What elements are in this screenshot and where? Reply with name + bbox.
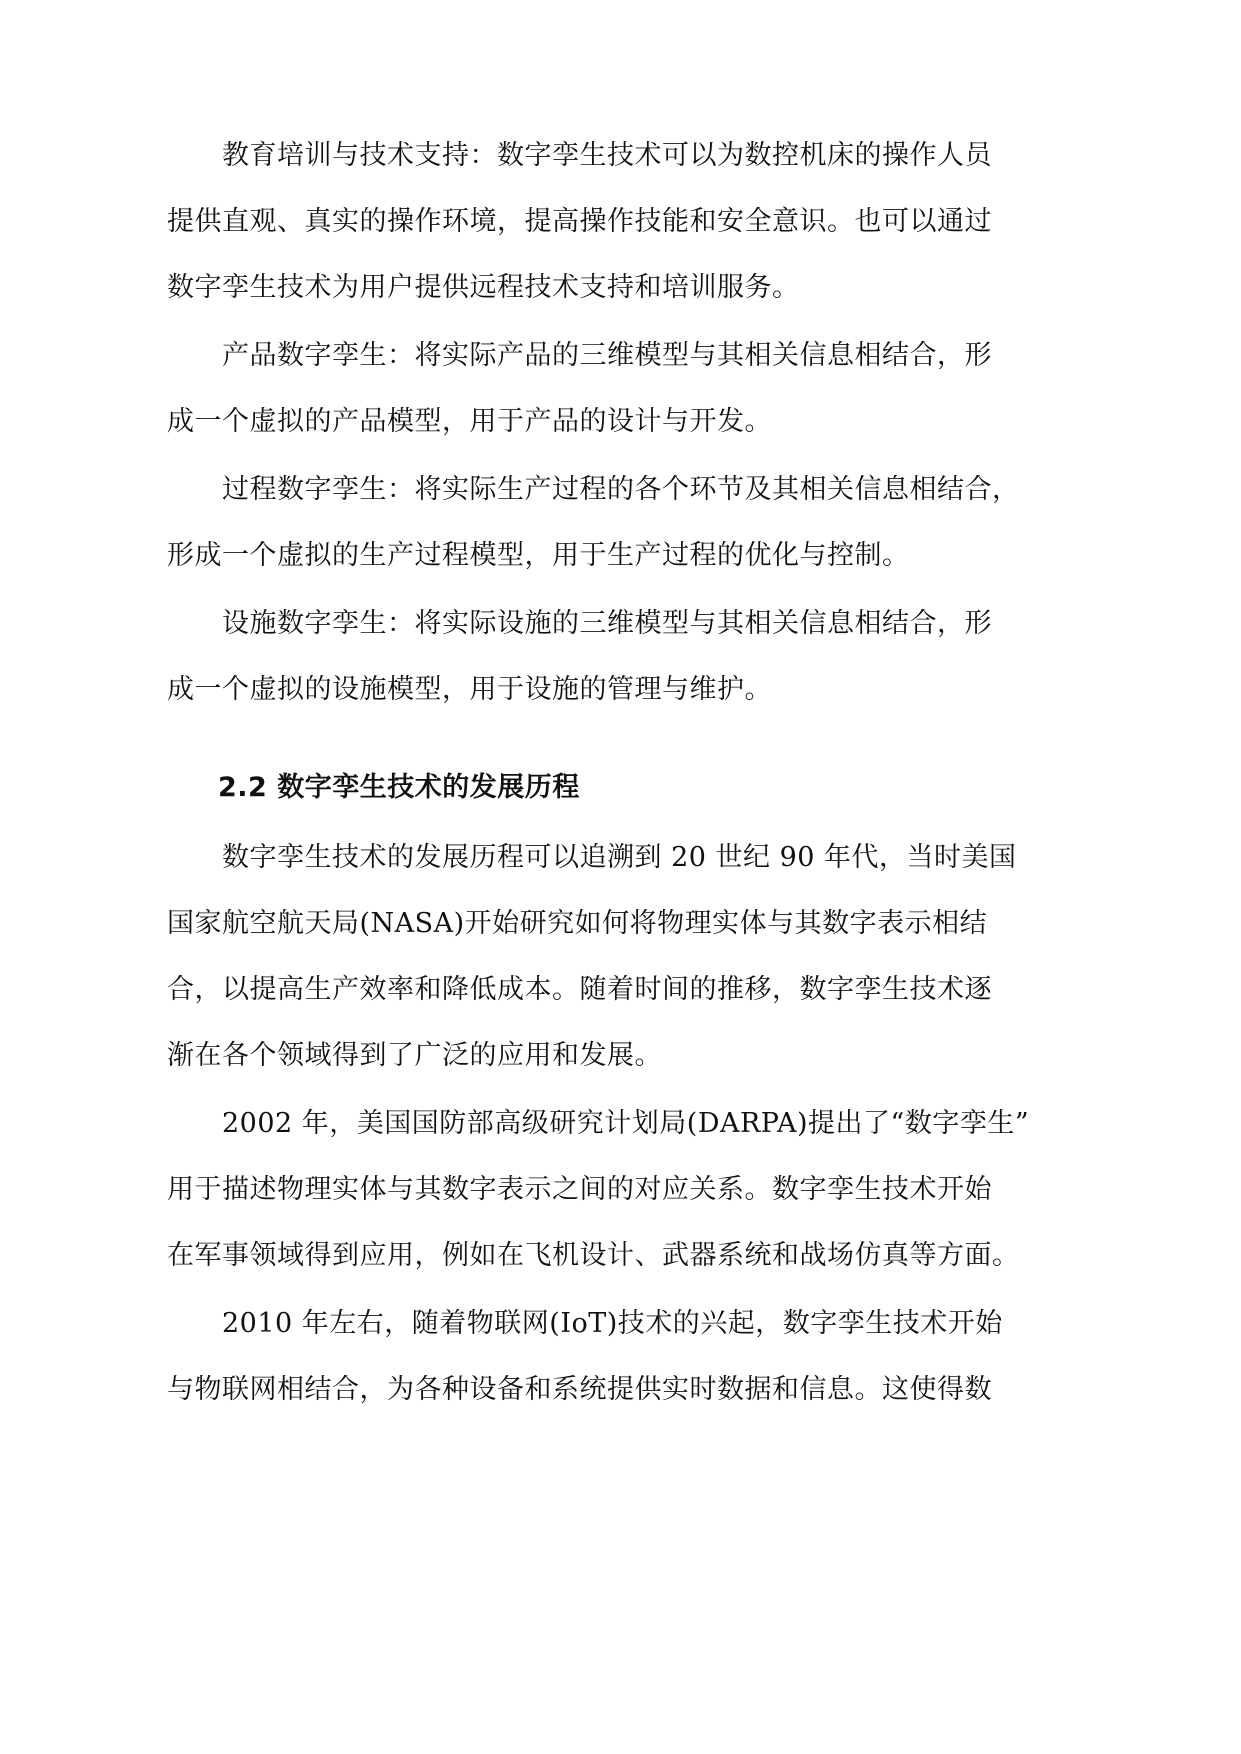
text-line: 渐在各个领域得到了广泛的应用和发展。 — [167, 1040, 662, 1071]
text-line: 数字孪生技术为用户提供远程技术支持和培训服务。 — [167, 272, 800, 303]
text-line: 合，以提高生产效率和降低成本。随着时间的推移，数字孪生技术逐 — [167, 974, 992, 1005]
text-line: 成一个虚拟的产品模型，用于产品的设计与开发。 — [167, 406, 772, 437]
text-line: 国家航空航天局(NASA)开始研究如何将物理实体与其数字表示相结 — [167, 908, 988, 939]
text-line: 产品数字孪生：将实际产品的三维模型与其相关信息相结合，形 — [222, 340, 992, 371]
text-line: 教育培训与技术支持：数字孪生技术可以为数控机床的操作人员 — [222, 140, 992, 171]
text-line: 数字孪生技术的发展历程可以追溯到 20 世纪 90 年代，当时美国 — [222, 842, 1017, 873]
text-line: 用于描述物理实体与其数字表示之间的对应关系。数字孪生技术开始 — [167, 1174, 992, 1205]
text-line: 2002 年，美国国防部高级研究计划局(DARPA)提出了“数字孪生” — [222, 1108, 1030, 1139]
text-line: 与物联网相结合，为各种设备和系统提供实时数据和信息。这使得数 — [167, 1374, 992, 1405]
text-line: 2010 年左右，随着物联网(IoT)技术的兴起，数字孪生技术开始 — [222, 1308, 1003, 1339]
text-line: 提供直观、真实的操作环境，提高操作技能和安全意识。也可以通过 — [167, 206, 992, 237]
text-line: 设施数字孪生：将实际设施的三维模型与其相关信息相结合，形 — [222, 608, 992, 639]
text-line: 形成一个虚拟的生产过程模型，用于生产过程的优化与控制。 — [167, 540, 910, 571]
text-line: 在军事领域得到应用，例如在飞机设计、武器系统和战场仿真等方面。 — [167, 1240, 1020, 1271]
section-heading: 2.2 数字孪生技术的发展历程 — [218, 772, 580, 803]
text-line: 过程数字孪生：将实际生产过程的各个环节及其相关信息相结合， — [222, 474, 1020, 505]
text-line: 成一个虚拟的设施模型，用于设施的管理与维护。 — [167, 674, 772, 705]
